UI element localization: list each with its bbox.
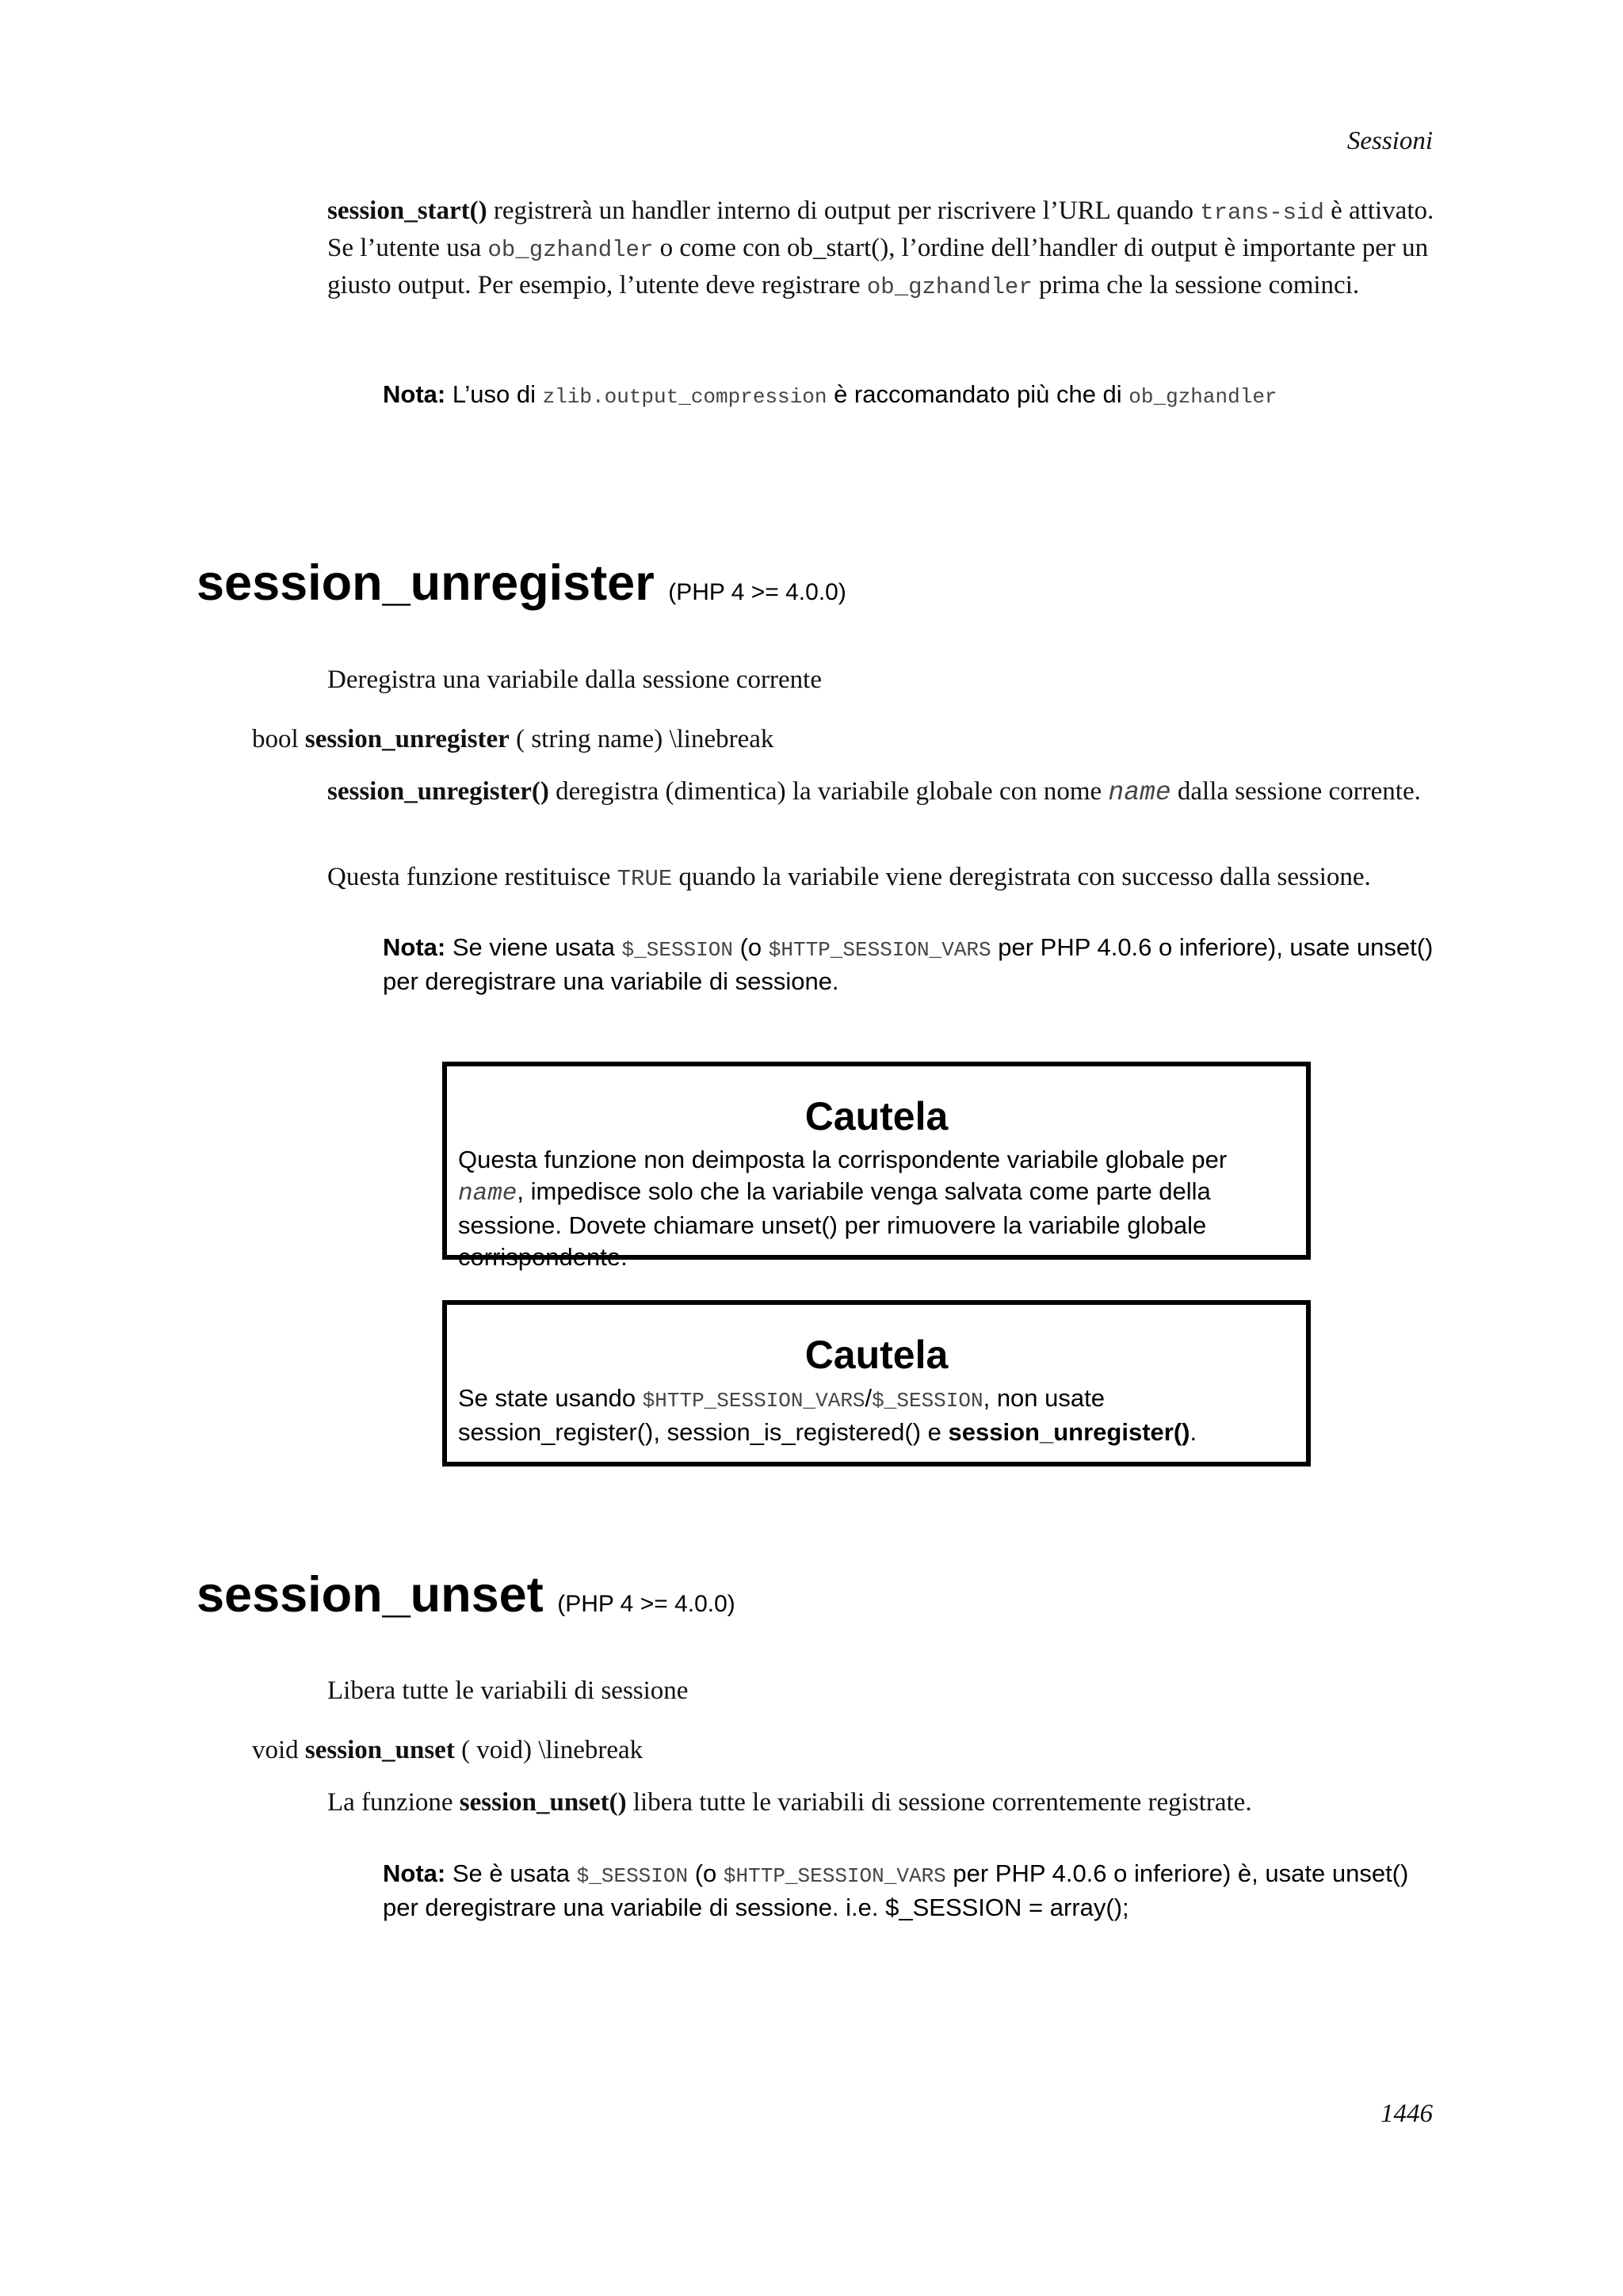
note-label: Nota:	[383, 380, 446, 408]
heading-title: session_unset	[197, 1567, 544, 1623]
function-name: session_unset()	[459, 1788, 627, 1817]
text: registrerà un handler interno di output per riscrivere l’URL quando	[487, 196, 1201, 225]
text: (o	[688, 1859, 724, 1887]
page-number: 1446	[1381, 2100, 1433, 2128]
function-name: session_unregister()	[327, 777, 549, 806]
text: L’uso di	[445, 380, 543, 408]
caution-title: Cautela	[804, 1094, 949, 1138]
code: zlib.output_compression	[542, 385, 827, 409]
text: Questa funzione restituisce	[327, 863, 617, 891]
text: , impedisce solo che la variabile venga salvata come parte della sessione. Dovete chiamare unset() per rimuovere la variabile globale corrispondente.	[458, 1177, 1211, 1271]
code: TRUE	[617, 866, 673, 892]
purpose-text: Libera tutte le variabili di sessione	[327, 1676, 689, 1705]
text: per PHP 4.0.6 o inferiore), usate unset() per deregistrare una variabile di sessione.	[383, 933, 1434, 995]
heading-title: session_unregister	[197, 555, 655, 611]
parameter: name	[458, 1180, 517, 1207]
code: ob_gzhandler	[866, 274, 1033, 300]
text: o come con ob_start(), l’ordine dell’handler di output è importante per un giusto output. Per esempio, l’utente deve registrare	[327, 234, 1429, 299]
arguments: ( string name) \linebreak	[509, 725, 774, 753]
text: dalla sessione corrente.	[1170, 777, 1421, 806]
function-name: session_start()	[327, 196, 487, 225]
note-label: Nota:	[383, 1859, 446, 1887]
section-heading-session-unset	[197, 1566, 735, 1623]
caution-body	[447, 1139, 1306, 1273]
return-type: void	[252, 1736, 305, 1764]
function-name: session_unregister()	[948, 1418, 1190, 1446]
text: per PHP 4.0.6 o inferiore) è, usate unset() per deregistrare una variabile di sessione. i.e. $_SESSION = array();	[383, 1859, 1409, 1921]
version-info: (PHP 4 >= 4.0.0)	[668, 579, 846, 605]
return-type: bool	[252, 725, 305, 753]
caution-title: Cautela	[804, 1333, 949, 1377]
function-synopsis	[252, 1736, 643, 1765]
code: $HTTP_SESSION_VARS	[723, 1864, 946, 1888]
code: ob_gzhandler	[1128, 385, 1277, 409]
function-name: session_unregister	[304, 725, 510, 753]
description-paragraph	[327, 774, 1437, 810]
intro-note	[383, 379, 1445, 413]
code: $HTTP_SESSION_VARS	[642, 1389, 865, 1413]
caution-box	[442, 1062, 1311, 1271]
description-paragraph	[327, 1785, 1437, 1821]
text: prima che la sessione cominci.	[1032, 271, 1360, 299]
text: deregistra (dimentica) la variabile globale con nome	[548, 777, 1109, 806]
text: /	[865, 1384, 873, 1412]
note-label: Nota:	[383, 933, 446, 961]
function-name: session_unset	[304, 1736, 455, 1764]
running-head: Sessioni	[1346, 127, 1433, 155]
code: $_SESSION	[621, 938, 733, 962]
text: Se è usata	[445, 1859, 577, 1887]
intro-paragraph	[327, 193, 1437, 305]
text: Questa funzione non deimposta la corrispondente variabile globale per	[458, 1146, 1228, 1173]
unset-note	[383, 1858, 1445, 1924]
purpose-text: Deregistra una variabile dalla sessione corrente	[327, 666, 822, 694]
code: $HTTP_SESSION_VARS	[768, 938, 991, 962]
parameter: name	[1108, 778, 1171, 807]
code: ob_gzhandler	[487, 237, 654, 263]
text: libera tutte le variabili di sessione correntemente registrate.	[626, 1788, 1252, 1817]
text: , non usate session_register(), session_is_registered() e	[458, 1384, 1105, 1446]
caution-box	[442, 1300, 1311, 1466]
text: .	[1190, 1418, 1197, 1446]
section-heading-session-unregister	[197, 555, 846, 612]
text: Se state usando	[458, 1384, 643, 1412]
arguments: ( void) \linebreak	[454, 1736, 643, 1764]
unregister-note	[383, 932, 1445, 997]
function-synopsis	[252, 725, 773, 754]
code: $_SESSION	[872, 1389, 983, 1413]
text: quando la variabile viene deregistrata con successo dalla sessione.	[672, 863, 1371, 891]
version-info: (PHP 4 >= 4.0.0)	[557, 1591, 735, 1617]
text: (o	[732, 933, 769, 961]
code: trans-sid	[1200, 200, 1324, 226]
text: è raccomandato più che di	[827, 380, 1129, 408]
code: $_SESSION	[576, 1864, 689, 1888]
text: Se viene usata	[445, 933, 622, 961]
caution-body	[447, 1378, 1306, 1448]
text: La funzione	[327, 1788, 460, 1817]
return-value-paragraph	[327, 860, 1437, 897]
text: è attivato. Se l’utente usa	[327, 196, 1434, 262]
